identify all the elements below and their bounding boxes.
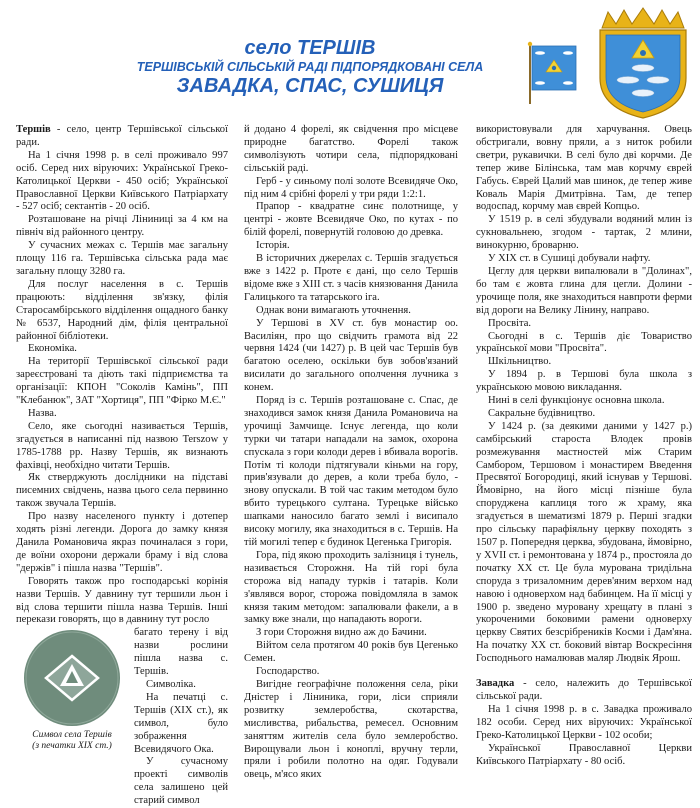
section-heading: Господарство. xyxy=(256,666,320,678)
paragraph: Село, яке сьогодні називається Тершів, згадується в написанні під назвою Terszow у 1785-1788 рр. Назву Тершів, як визнають фахівці, необхідно читати Тершів. xyxy=(16,420,228,471)
section-heading: Шкільництво. xyxy=(488,356,552,368)
section-heading: Символіка. xyxy=(146,678,196,690)
paragraph: У сучасному проекті символів села залишено цей старий символ xyxy=(134,756,228,807)
paragraph: У 1519 р. в селі збудували водяний млин із сукновальнею, згодом - тартак, 2 млини, винокурню, броварню. xyxy=(476,214,692,252)
paragraph: Герб - у синьому полі золоте Всевидяче Око, під ним 4 срібні форелі у три ряди 1:2:1. xyxy=(244,175,458,200)
paragraph: Сьогодні в с. Тершів діє Товариство української мови "Просвіта". xyxy=(476,330,692,355)
paragraph: Української Православної Церкви Київського Патріархату - 80 осіб. xyxy=(476,742,692,767)
village-title: село ТЕРШІВ xyxy=(244,37,376,59)
paragraph: Цеглу для церкви випалювали в "Долинах", бо там є жовта глина для цегли. Долини - урочище поля, яке знаходиться навпроти ферми від дороги на Велику Лінину, направо. xyxy=(476,265,692,316)
paragraph: У сучасних межах с. Тершів має загальну площу 116 га. Тершівська сільська рада має загальну площу 3280 га. xyxy=(16,240,228,277)
wrapped-text xyxy=(134,627,228,808)
paragraph: Прапор - квадратне синє полотнище, у центрі - жовте Всевидяче Око, по кутах - по білій форелі, повернутій головою до древка. xyxy=(244,201,458,239)
coat-of-arms-image xyxy=(594,8,692,120)
text-column-1 xyxy=(16,124,228,807)
paragraph: З гори Сторожня видно аж до Бачини. xyxy=(256,627,427,639)
paragraph: На печатці с. Тершів (XIX ст.), як символ, було зображення Всевидячого Ока. xyxy=(134,691,228,755)
subordinate-title: ТЕРШІВСЬКІЙ СІЛЬСЬКІЙ РАДІ ПІДПОРЯДКОВАНІ СЕЛА xyxy=(136,60,484,74)
section-heading: Економіка. xyxy=(28,343,77,355)
paragraph: Однак вони вимагають уточнення. xyxy=(256,304,411,316)
villages-list-title: ЗАВАДКА, СПАС, СУШИЦЯ xyxy=(176,74,444,97)
paragraph: Тершів - село, центр Тершівської сільської ради. xyxy=(16,124,228,148)
paragraph: Як стверджують дослідники на підставі писемних свідчень, назва цього села первинно також звучала Тершів. xyxy=(16,472,228,510)
paragraph: Нині в селі функціонує основна школа. xyxy=(488,395,665,407)
village-name-lead: Тершів xyxy=(16,124,51,135)
paragraph: У 1894 р. в Тершові була школа з українською мовою викладання. xyxy=(476,369,692,394)
village-flag-image xyxy=(527,42,577,104)
paragraph: й додано 4 форелі, як свідчення про місцеве природне багатство. Форелі також символізують чотири села, підпорядковані сільській раді. xyxy=(244,124,458,174)
paragraph: Поряд із с. Тершів розташоване с. Спас, де знаходився замок князя Данила Романовича на урочищі Замчище. Існує легенда, що коли турки чи татари нападали на замок, охорона спускала з гори колоди дерев і вбивала ворогів. Потім ті колоди підтягували кіньми на гору, прив'язували до дерев, а коли треба було, - знову опускали. В той час таким методом було вбито турецького султана. Турецьке військо шапками наносило багато землі і висипало високу могилу, яка знаходиться в с. Тершів. На тій могилі тепер є будинок Цегенька Григорія. xyxy=(244,395,458,548)
paragraph: Про назву населеного пункту і дотепер ходять різні легенди. Дорога до замку князя Данила Романовича якраз починалася з гори, де воїни охорони держали браму і від слова "держів" і пішла назва "Тершів". xyxy=(16,511,228,574)
paragraph: Завадка - село, належить до Тершівської сільської ради. xyxy=(476,678,692,702)
paragraph: Розташоване на річці Ліниниці за 4 км на північ від районного центру. xyxy=(16,214,228,239)
paragraph: У Тершові в XV ст. був монастир оо. Василіян, про що свідчить грамота від 22 червня 1424 (чи 1427) р. В цей час Тершів був багатою оселею, оскільки був зобов'язаний висилати до загального ополчення лучника з конем. xyxy=(244,317,458,394)
village-symbol-seal-image xyxy=(16,628,128,728)
section-heading: Історія. xyxy=(256,240,290,252)
paragraph: У 1424 р. (за деякими даними у 1427 р.) самбірський староста Влодек провів розмежування мастностей між Старим Самбором, Тершовом і монастирем Введення Пресвятої Богородиці, який існував у Тершові. Ймовірно, на його місці пізніше була споруджена каплиця того ж храму, яка згадується в шематизмі 1879 р. Перші згадки про сільську парафіяльну церкву походять з 1507 р. Попередня церква, збудована, ймовірно, у XVII ст. і ремонтована у 1874 р., простояла до початку XX ст. Це була мурована тридільна споруда з тризаломним дерев'яним верхом над навою і одноверхом над бабинцем. На її місці у 1900 р. зведено муровану хрещату в плані з укороченими боковими рамени одноверху церкву Святих безсрібреників Косми і Дам'яна. На початку XX ст. боковий вівтар Воскресіння Господнього намалював маляр Людвік Ярош. xyxy=(476,420,692,665)
page-header xyxy=(80,38,540,96)
paragraph: У XIX ст. в Сушиці добували нафту. xyxy=(488,253,651,265)
paragraph: використовували для харчування. Овець обстригали, вовну пряли, а з ниток робили светри, рукавички. В селі було дві корчми. Де тепер живе Білінська, там мав корчму єврей Габусь. Єврей Цалий мав шинок, де тепер живе Коваль Марія Дмитрівна. Там, де тепер водоспад, корчму мав єврей Копцьо. xyxy=(476,124,692,213)
paragraph: Говорять також про господарські корінія назви Тершів. У давнину тут тершили льон і від слова тершити пішла назва Тершів. Інші перекази говорять, що в давнину тут росло xyxy=(16,575,228,626)
paragraph: На 1 січня 1998 р. в селі проживало 997 осіб. Серед них віруючих: Української Греко-Католицької Церкви - 450 осіб; Української Православної Церкви Київського Патріархату - 527 осіб; сектантів - 20 осіб. xyxy=(16,149,228,213)
paragraph: Для послуг населення в с. Тершів працюють: відділення зв'язку, філія Старосамбірського відділення ощадного банку № 6537, Народний дім, філія центральної районної бібліотеки. xyxy=(16,278,228,342)
paragraph: Вигідне географічне положення села, ріки Дністер і Ліниника, гори, ліси сприяли розвитку землеробства, скотарства, мисливства, рибальства, ремесел. Основним заняттям жителів села було землеробство. Вирощували льон і коноплі, вручну терли, пряли і робили полотно на одяг. Годували овець, м'ясо яких xyxy=(244,678,458,781)
paragraph: багато терену і від назви рослини пішла назва с. Тершів. xyxy=(134,627,228,678)
spacer xyxy=(476,666,692,678)
paragraph: На 1 січня 1998 р. в с. Завадка проживало 182 особи. Серед них віруючих: Української Греко-Католицької Церкви - 102 особи; xyxy=(476,703,692,741)
paragraph: Гора, під якою проходить залізниця і тунель, називається Сторожня. На тій горі була сторожа від нападу турків і татарів. Коли з'являвся ворог, сторожа повідомляла в замок князя таким методом: запалювали факели, а в замку вже знали, що нападають вороги. xyxy=(244,549,458,626)
text-column-2 xyxy=(244,124,458,781)
section-heading: Назва. xyxy=(28,407,57,419)
village-name-lead: Завадка xyxy=(476,678,515,690)
symbol-caption: Символ села Тершів (з печатки XIX ст.) xyxy=(32,730,112,751)
section-heading: Сакральне будівництво. xyxy=(488,407,596,419)
article-body xyxy=(16,124,694,807)
paragraph: В історичних джерелах с. Тершів згадується вже з 1422 р. Проте є дані, що село Тершів відоме вже з XIII ст. з часів князювання Данила Галицького та татарського іга. xyxy=(244,253,458,303)
text-column-3 xyxy=(476,124,692,767)
paragraph: Війтом села протягом 40 років був Цегенько Семен. xyxy=(244,640,458,665)
section-heading: Просвіта. xyxy=(488,317,532,329)
paragraph: На території Тершівської сільської ради зареєстровані та діють такі підприємства та організації: КПОН "Соколів Камінь", ПП "Клебанюк", ЗАТ "Хортиця", ПП "Фірко М.Є." xyxy=(16,356,228,407)
